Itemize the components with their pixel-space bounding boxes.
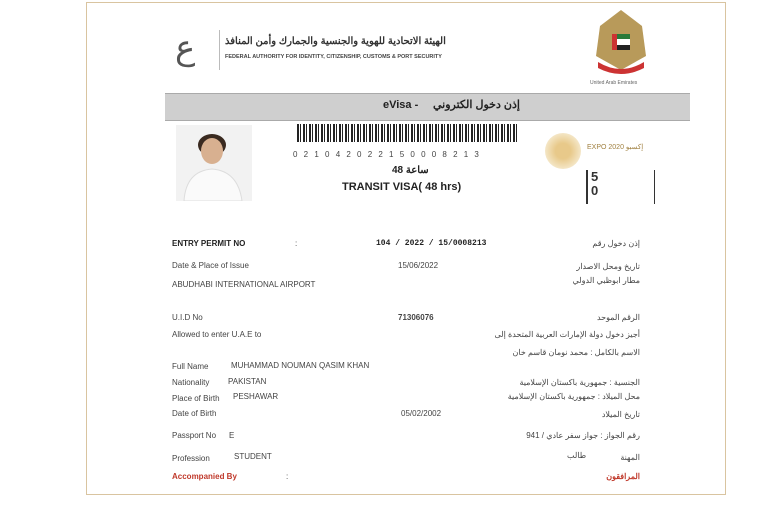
issue-place-ar: مطار ابوظبي الدولي	[572, 276, 640, 285]
nationality-ar-label: الجنسية	[613, 378, 640, 387]
birth-place-ar-label: محل الميلاد	[602, 392, 640, 401]
issue-place: ABUDHABI INTERNATIONAL AIRPORT	[172, 280, 316, 289]
entry-permit-value: 104 / 2022 / 15/0008213	[376, 239, 487, 248]
passport-value: E	[229, 431, 235, 440]
evisa-title-en: eVisa -	[383, 99, 419, 111]
issue-ar: تاريخ ومحل الاصدار	[576, 262, 640, 271]
issue-label: Date & Place of Issue	[172, 261, 249, 270]
allowed-label: Allowed to enter U.A.E to	[172, 330, 262, 339]
birth-place-ar-value: جمهورية باكستان الإسلامية	[507, 392, 596, 401]
full-name-label: Full Name	[172, 362, 209, 371]
divider	[219, 30, 220, 70]
passport-ar: رقم الجواز : جواز سفر عادي / 941	[526, 431, 640, 440]
barcode-number: 0 2 1 0 4 2 0 2 2 1 5 0 0 0 8 2 1 3	[293, 150, 481, 159]
profession-value-ar: طالب	[567, 451, 587, 460]
dob-value: 05/02/2002	[401, 409, 442, 418]
title-band	[165, 93, 690, 121]
uid-ar: الرقم الموحد	[596, 313, 640, 322]
full-name-ar-label: الاسم بالكامل	[594, 348, 640, 357]
passport-label: Passport No	[172, 431, 217, 440]
birth-place-value: PESHAWAR	[233, 392, 279, 401]
full-name-value: MUHAMMAD NOUMAN QASIM KHAN	[231, 361, 370, 370]
allowed-ar: أجيز دخول دولة الإمارات العربية المتحدة إلى	[494, 330, 640, 339]
profession-label: Profession	[172, 454, 210, 463]
profession-ar: المهنة	[620, 453, 640, 462]
barcode	[297, 124, 519, 142]
uid-value: 71306076	[398, 313, 434, 322]
expo-text: EXPO 2020	[587, 144, 624, 151]
nationality-label: Nationality	[172, 378, 210, 387]
authority-name-en: FEDERAL AUTHORITY FOR IDENTITY, CITIZENSHIP, CUSTOMS & PORT SECURITY	[225, 54, 442, 60]
full-name-ar-value: محمد نومان قاسم خان	[512, 348, 588, 357]
expo-text-ar: إكسبو	[625, 144, 644, 151]
fifty-text: 50	[591, 169, 599, 198]
passport-ar-value: جواز سفر عادي / 941	[526, 431, 599, 440]
entry-permit-ar: إذن دخول رقم	[592, 239, 640, 248]
authority-logo: ﻉ	[175, 28, 196, 68]
colon: :	[295, 239, 298, 248]
expo-label	[587, 143, 643, 151]
colon: :	[286, 472, 289, 481]
issue-date: 15/06/2022	[398, 261, 439, 270]
accompanied-label: Accompanied By	[172, 472, 237, 481]
accompanied-ar: المرافقون	[606, 472, 640, 481]
uae-emblem	[590, 6, 652, 76]
uid-label: U.I.D No	[172, 313, 203, 322]
expo-logo	[545, 133, 581, 169]
nationality-ar: الجنسية : جمهورية باكستان الإسلامية	[519, 378, 640, 387]
full-name-ar: الاسم بالكامل : محمد نومان قاسم خان	[512, 348, 640, 357]
visa-type-ar: 48 ساعة	[392, 165, 429, 176]
emblem-caption: United Arab Emirates	[590, 80, 638, 86]
birth-place-ar: محل الميلاد : جمهورية باكستان الإسلامية	[507, 392, 640, 401]
photo	[176, 125, 252, 201]
evisa-title-ar: إذن دخول الكتروني	[433, 99, 520, 111]
nationality-value: PAKISTAN	[228, 377, 267, 386]
passport-ar-label: رقم الجواز	[604, 431, 640, 440]
profession-value: STUDENT	[234, 452, 272, 461]
entry-permit-label: ENTRY PERMIT NO	[172, 239, 246, 248]
visa-type-en: TRANSIT VISA( 48 hrs)	[342, 181, 462, 193]
dob-label: Date of Birth	[172, 409, 217, 418]
dob-ar: تاريخ الميلاد	[601, 410, 640, 419]
authority-name-ar: الهيئة الاتحادية للهوية والجنسية والجمارك وأمن المنافذ	[225, 36, 446, 47]
birth-place-label: Place of Birth	[172, 394, 220, 403]
fifty-logo	[586, 170, 655, 204]
nationality-ar-value: جمهورية باكستان الإسلامية	[519, 378, 608, 387]
